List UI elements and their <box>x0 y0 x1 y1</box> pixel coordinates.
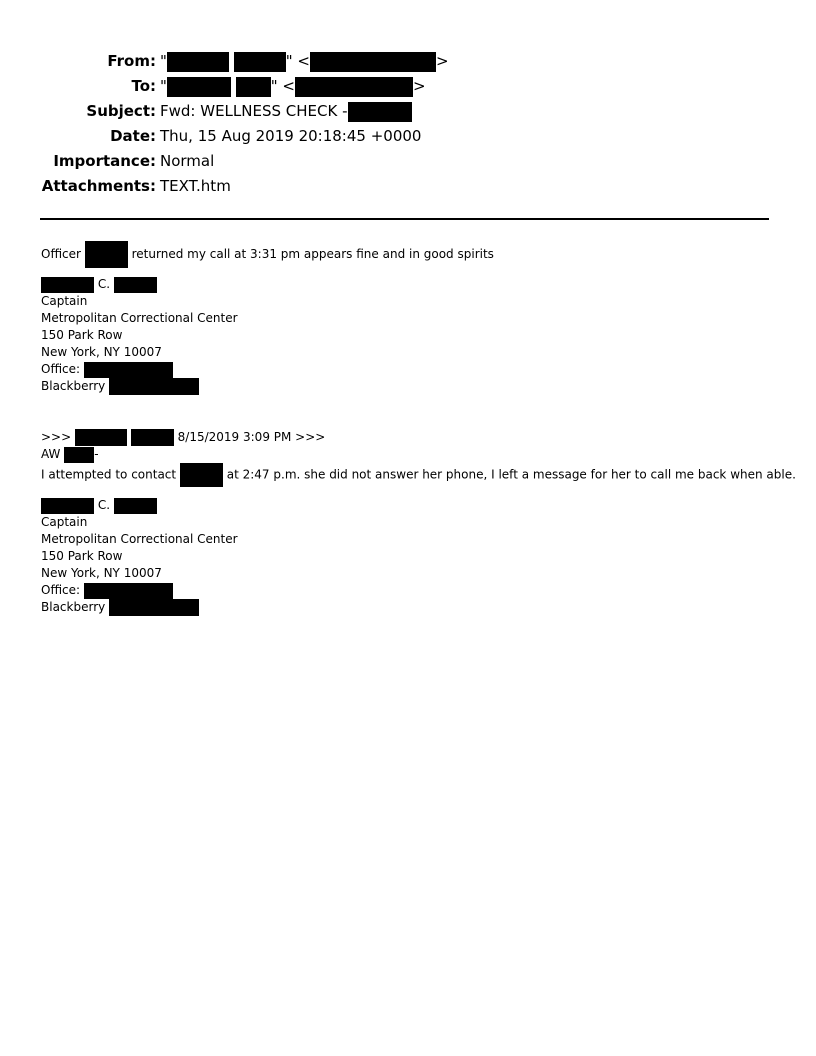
importance-label: Importance: <box>53 152 156 170</box>
redaction-block <box>75 429 127 446</box>
date-row <box>0 124 816 148</box>
signature-city: New York, NY 10007 <box>41 566 162 580</box>
redaction-block <box>348 102 412 122</box>
signature-street: 150 Park Row <box>41 549 123 563</box>
quoted-header <box>41 429 325 446</box>
header-divider <box>40 218 769 220</box>
blackberry-label: Blackberry <box>41 379 106 393</box>
importance-row <box>0 149 816 173</box>
attachments-label: Attachments: <box>41 177 156 195</box>
subject-label: Subject: <box>86 102 156 120</box>
quoted-aw <box>41 446 99 463</box>
signature-initial: C. <box>97 277 111 291</box>
signature-name <box>41 276 157 293</box>
signature-name <box>41 497 157 514</box>
redaction-block <box>114 277 157 293</box>
redaction-block <box>310 52 436 72</box>
to-value <box>160 74 426 98</box>
quote-marker: >>> <box>41 430 72 444</box>
redaction-block <box>180 463 223 487</box>
redaction-block <box>167 52 229 72</box>
angle-close: > <box>412 77 426 95</box>
quote-mark: " <box>285 52 293 70</box>
signature-initial: C. <box>97 498 111 512</box>
from-row <box>0 49 816 73</box>
signature-org: Metropolitan Correctional Center <box>41 532 238 546</box>
signature-street: 150 Park Row <box>41 328 123 342</box>
message-text: returned my call at 3:31 pm appears fine and in good spirits <box>131 247 494 261</box>
subject-value <box>160 99 412 123</box>
redaction-block <box>114 498 157 514</box>
signature-city: New York, NY 10007 <box>41 345 162 359</box>
redaction-block <box>236 77 271 97</box>
angle-close: > <box>435 52 449 70</box>
signature-blackberry <box>41 599 199 616</box>
redaction-block <box>85 241 128 268</box>
signature-title: Captain <box>41 515 88 529</box>
subject-text: Fwd: WELLNESS CHECK - <box>160 102 348 120</box>
redaction-block <box>84 583 173 599</box>
aw-text: AW <box>41 447 61 461</box>
redaction-block <box>167 77 231 97</box>
from-value <box>160 49 449 73</box>
redaction-block <box>109 599 199 616</box>
redaction-block <box>131 429 174 446</box>
redaction-block <box>64 447 94 463</box>
quoted-date: 8/15/2019 3:09 PM >>> <box>177 430 326 444</box>
redaction-block <box>109 378 199 395</box>
angle-open: < <box>297 52 310 70</box>
subject-row <box>0 99 816 123</box>
quoted-text: I attempted to contact <box>41 467 177 482</box>
quoted-text: at 2:47 p.m. she did not answer her phone, I left a message for her to call me back when able. <box>226 467 796 482</box>
redaction-block <box>234 52 286 72</box>
quote-mark: " <box>160 52 167 70</box>
blackberry-label: Blackberry <box>41 600 106 614</box>
redaction-block <box>41 277 94 293</box>
signature-blackberry <box>41 378 199 395</box>
date-label: Date: <box>110 127 156 145</box>
quote-mark: " <box>270 77 278 95</box>
importance-value: Normal <box>160 152 215 170</box>
to-label: To: <box>131 77 156 95</box>
office-label: Office: <box>41 583 81 597</box>
signature-office <box>41 582 173 599</box>
signature-org: Metropolitan Correctional Center <box>41 311 238 325</box>
dash-text: - <box>94 447 99 461</box>
redaction-block <box>295 77 413 97</box>
from-label: From: <box>107 52 156 70</box>
redaction-block <box>41 498 94 514</box>
redaction-block <box>84 362 173 378</box>
to-row <box>0 74 816 98</box>
quoted-line <box>41 463 796 487</box>
date-value: Thu, 15 Aug 2019 20:18:45 +0000 <box>160 127 422 145</box>
signature-title: Captain <box>41 294 88 308</box>
office-label: Office: <box>41 362 81 376</box>
angle-open: < <box>282 77 295 95</box>
quote-mark: " <box>160 77 167 95</box>
signature-office <box>41 361 173 378</box>
attachments-value: TEXT.htm <box>160 177 231 195</box>
message-text: Officer <box>41 247 81 261</box>
message-line <box>41 241 494 268</box>
attachments-row <box>0 174 816 198</box>
